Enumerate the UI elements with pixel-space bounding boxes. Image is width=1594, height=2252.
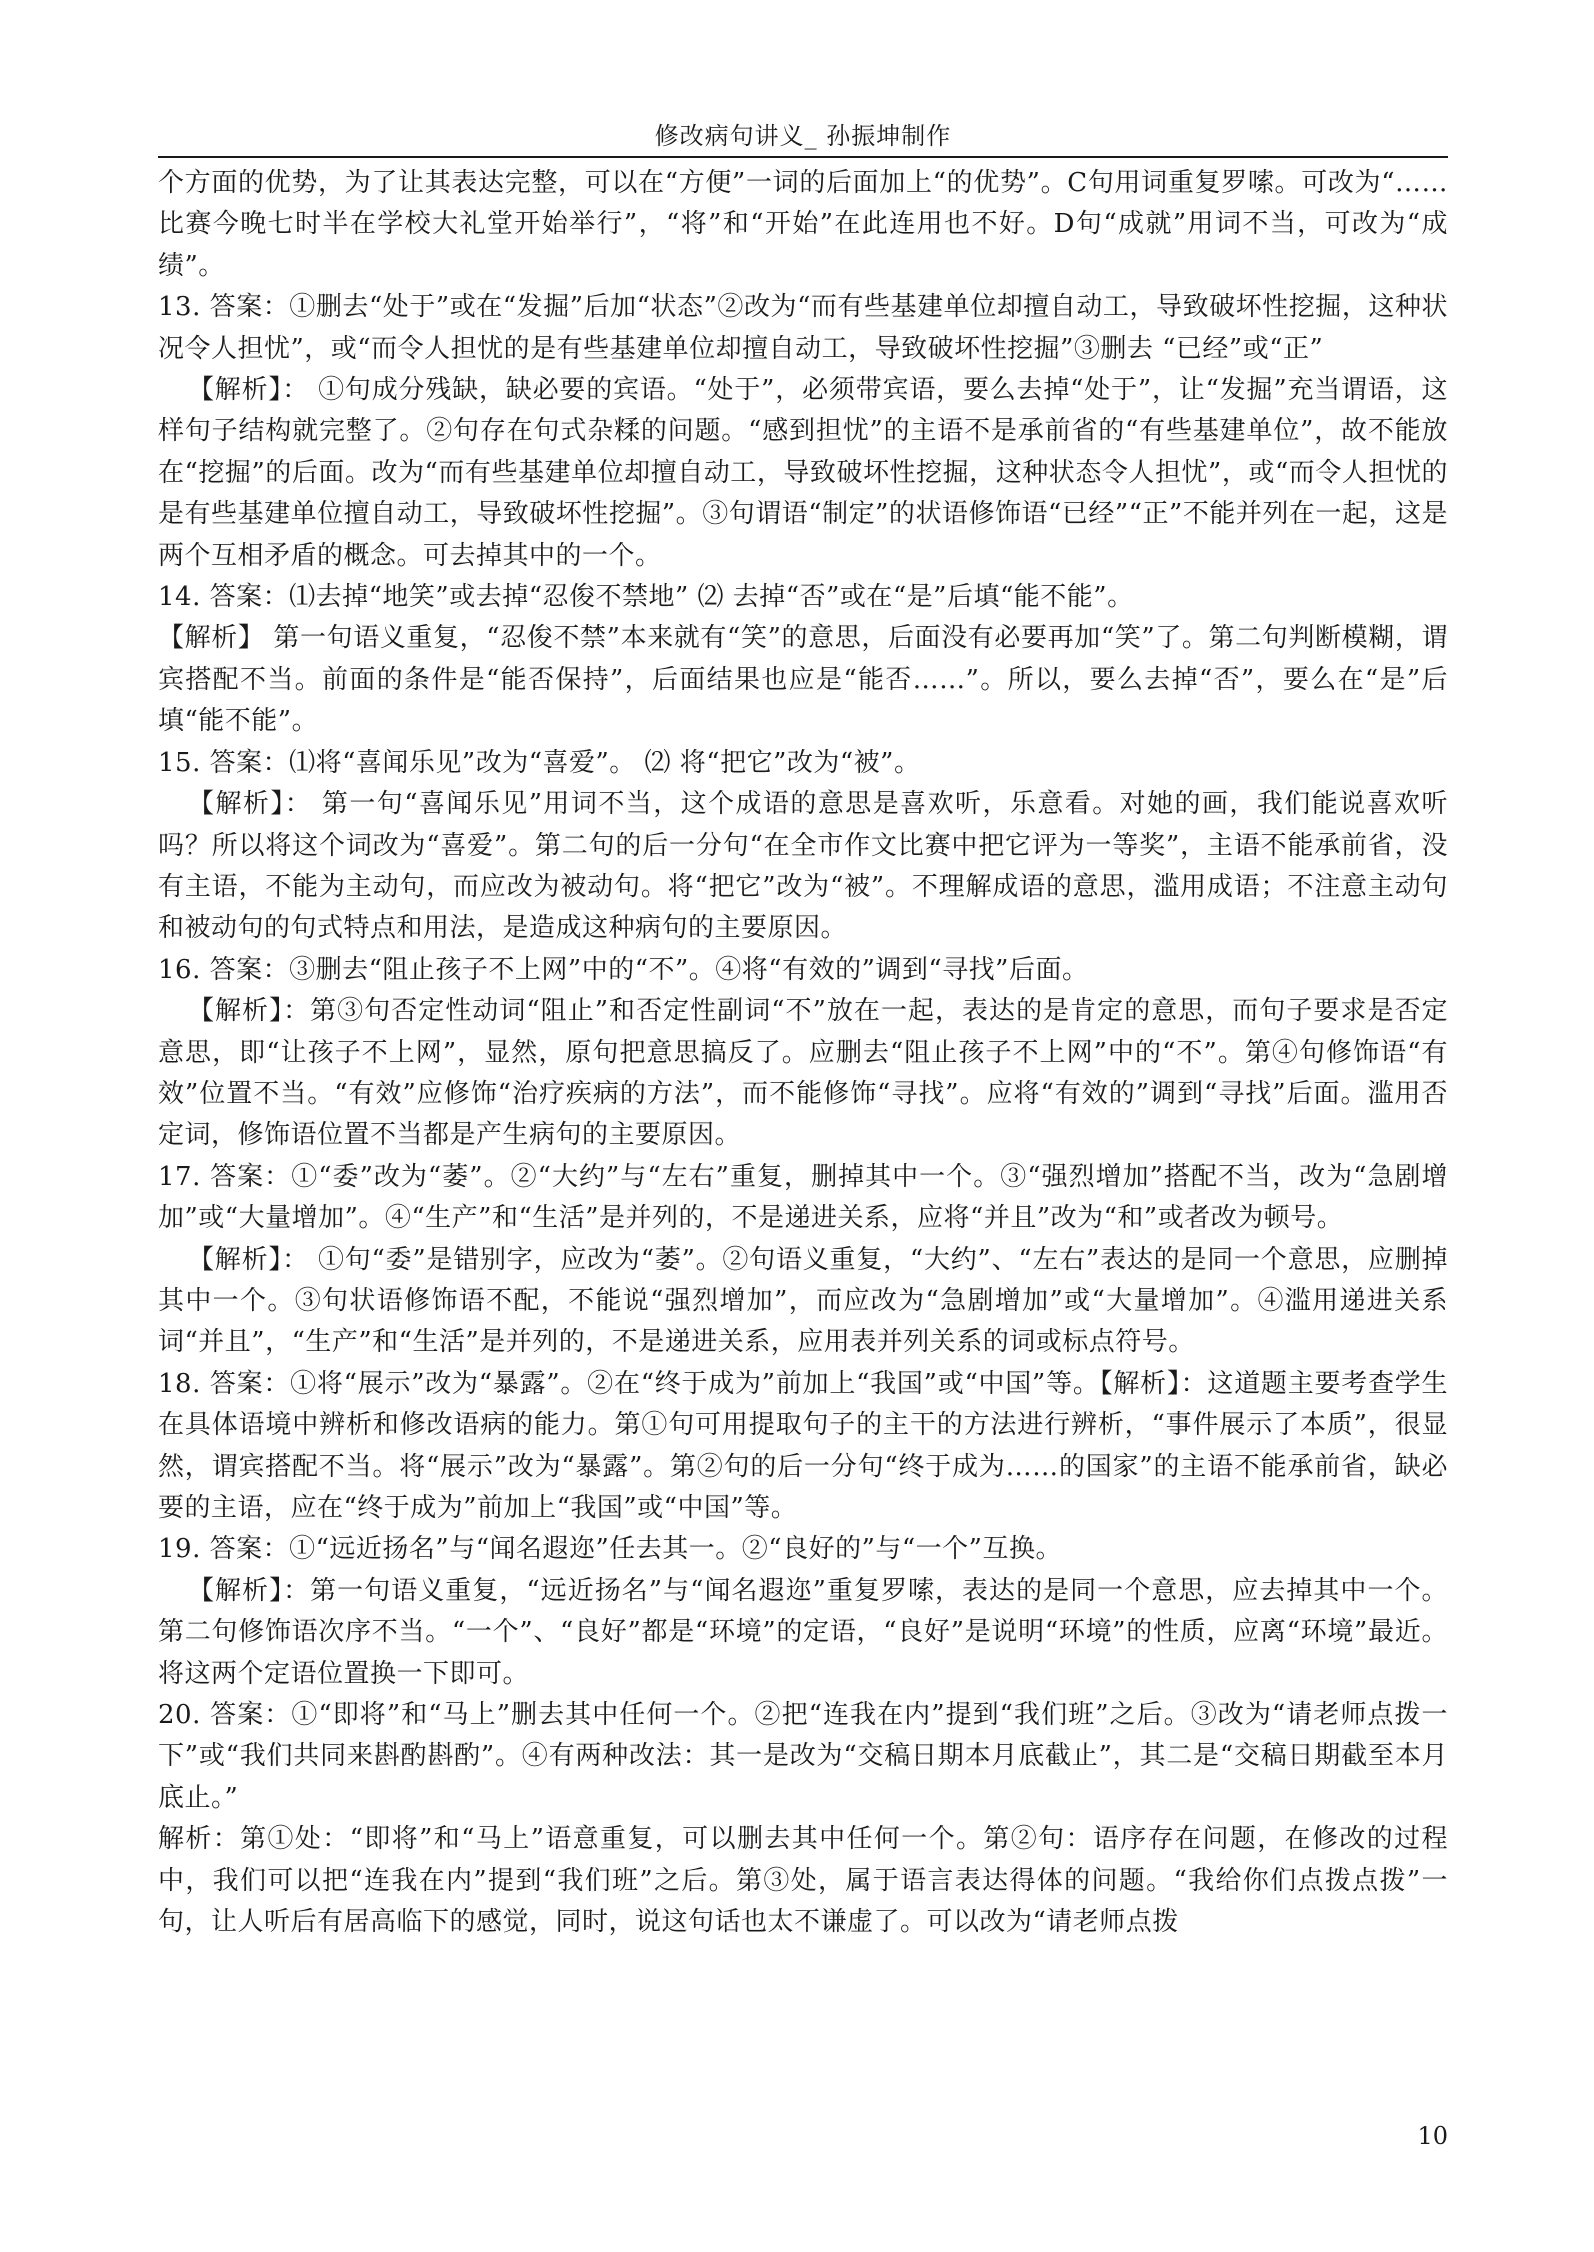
analysis-17: 【解析】： ①句“委”是错别字，应改为“萎”。②句语义重复，“大约”、“左右”表达的是同一个意思，应删掉其中一个。③句状语修饰语不配，不能说“强烈增加”，而应改为“急剧增加”或“大量增加”。④滥用递进关系词“并且”，“生产”和“生活”是并列的，不是递进关系，应用表并列关系的词或标点符号。 [158,1244,1448,1358]
header-divider [158,156,1448,158]
answer-14: 14. 答案：⑴去掉“地笑”或去掉“忍俊不禁地” ⑵ 去掉“否”或在“是”后填“能不能”。 [158,582,1134,613]
paragraph-continued-12: 个方面的优势，为了让其表达完整，可以在“方便”一词的后面加上“的优势”。C句用词重复罗嗦。可改为“……比赛今晚七时半在学校大礼堂开始举行”，“将”和“开始”在此连用也不好。D句“成就”用词不当，可改为“成绩”。 [158,168,1448,281]
page-number: 10 [1417,2122,1448,2150]
analysis-16: 【解析】：第③句否定性动词“阻止”和否定性副词“不”放在一起，表达的是肯定的意思，而句子要求是否定意思，即“让孩子不上网”，显然，原句把意思搞反了。应删去“阻止孩子不上网”中的“不”。第④句修饰语“有效”位置不当。“有效”应修饰“治疗疾病的方法”，而不能修饰“寻找”。应将“有效的”调到“寻找”后面。滥用否定词，修饰语位置不当都是产生病句的主要原因。 [158,996,1448,1151]
analysis-20: 解析：第①处：“即将”和“马上”语意重复，可以删去其中任何一个。第②句：语序存在问题，在修改的过程中，我们可以把“连我在内”提到“我们班”之后。第③处，属于语言表达得体的问题。“我给你们点拨点拨”一句，让人听后有居高临下的感觉，同时，说这句话也太不谦虚了。可以改为“请老师点拨 [158,1824,1448,1938]
answer-16: 16. 答案：③删去“阻止孩子不上网”中的“不”。④将“有效的”调到“寻找”后面。 [158,954,1089,985]
page-header-title: 修改病句讲义_ 孙振坤制作 [654,122,952,150]
answer-13: 13. 答案：①删去“处于”或在“发掘”后加“状态”②改为“而有些基建单位却擅自动工，导致破坏性挖掘，这种状况令人担忧”，或“而令人担忧的是有些基建单位却擅自动工，导致破坏性挖掘”③删去 “已经”或“正” [158,292,1448,364]
analysis-14: 【解析】 第一句语义重复，“忍俊不禁”本来就有“笑”的意思，后面没有必要再加“笑”了。第二句判断模糊，谓宾搭配不当。前面的条件是“能否保持”，后面结果也应是“能否……”。所以，要么去掉“否”，要么在“是”后填“能不能”。 [158,623,1448,737]
analysis-13: 【解析】： ①句成分残缺，缺必要的宾语。“处于”，必须带宾语，要么去掉“处于”，让“发掘”充当谓语，这样句子结构就完整了。②句存在句式杂糅的问题。“感到担忧”的主语不是承前省的“有些基建单位”，故不能放在“挖掘”的后面。改为“而有些基建单位却擅自动工，导致破坏性挖掘，这种状态令人担忧”，或“而令人担忧的是有些基建单位擅自动工，导致破坏性挖掘”。③句谓语“制定”的状语修饰语“已经”“正”不能并列在一起，这是两个互相矛盾的概念。可去掉其中的一个。 [158,375,1448,571]
answer-20: 20. 答案：①“即将”和“马上”删去其中任何一个。②把“连我在内”提到“我们班”之后。③改为“请老师点拨一下”或“我们共同来斟酌斟酌”。④有两种改法：其一是改为“交稿日期本月底截止”，其二是“交稿日期截至本月底止。” [158,1700,1448,1813]
answer-15: 15. 答案：⑴将“喜闻乐见”改为“喜爱”。 ⑵ 将“把它”改为“被”。 [158,747,921,778]
analysis-15: 【解析】： 第一句“喜闻乐见”用词不当，这个成语的意思是喜欢听，乐意看。对她的画，我们能说喜欢听吗？所以将这个词改为“喜爱”。第二句的后一分句“在全市作文比赛中把它评为一等奖”，主语不能承前省，没有主语，不能为主动句，而应改为被动句。将“把它”改为“被”。不理解成语的意思，滥用成语；不注意主动句和被动句的句式特点和用法，是造成这种病句的主要原因。 [158,789,1448,944]
answer-18: 18. 答案：①将“展示”改为“暴露”。②在“终于成为”前加上“我国”或“中国”等。【解析】：这道题主要考查学生在具体语境中辨析和修改语病的能力。第①句可用提取句子的主干的方法进行辨析，“事件展示了本质”，很显然，谓宾搭配不当。将“展示”改为“暴露”。第②句的后一分句“终于成为……的国家”的主语不能承前省，缺必要的主语，应在“终于成为”前加上“我国”或“中国”等。 [158,1368,1448,1523]
document-body [158,163,1448,1943]
analysis-19: 【解析】：第一句语义重复，“远近扬名”与“闻名遐迩”重复罗嗦，表达的是同一个意思，应去掉其中一个。第二句修饰语次序不当。“一个”、“良好”都是“环境”的定语，“良好”是说明“环境”的性质，应离“环境”最近。将这两个定语位置换一下即可。 [158,1575,1448,1689]
answer-19: 19. 答案：①“远近扬名”与“闻名遐迩”任去其一。②“良好的”与“一个”互换。 [158,1534,1062,1565]
answer-17: 17. 答案：①“委”改为“萎”。②“大约”与“左右”重复，删掉其中一个。③“强烈增加”搭配不当，改为“急剧增加”或“大量增加”。④“生产”和“生活”是并列的，不是递进关系，应将“并且”改为“和”或者改为顿号。 [158,1161,1448,1234]
